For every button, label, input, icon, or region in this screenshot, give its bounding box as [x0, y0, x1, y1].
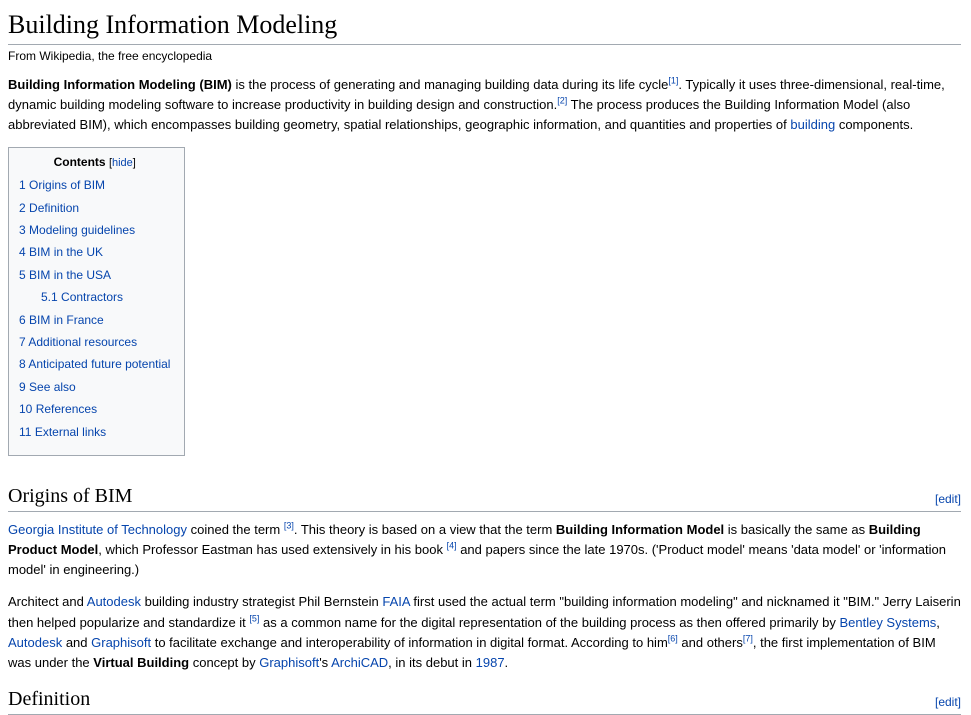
site-subtitle: From Wikipedia, the free encyclopedia — [8, 48, 213, 63]
reference-marker-1[interactable] — [668, 76, 678, 86]
link-bentley-systems[interactable]: Bentley Systems — [839, 614, 937, 630]
reference-link-5[interactable]: [5] — [249, 613, 260, 624]
toc-number-9: 9 — [19, 379, 26, 394]
reference-link-4[interactable]: [4] — [446, 540, 457, 551]
lead-text-4: components. — [835, 117, 914, 133]
edit-link-definition[interactable]: [edit] — [934, 694, 961, 709]
origins-p1-t4: , which Professor Eastman has used extensively in his book — [98, 542, 447, 558]
origins-p1-b2: Building Product Model — [8, 522, 921, 558]
origins-p2-t6: and — [62, 634, 92, 650]
toc-link-8[interactable] — [19, 357, 170, 371]
origins-p1-t1: coined the term — [187, 522, 284, 537]
toc-link-6[interactable] — [19, 313, 104, 327]
toc-label-5: BIM in the USA — [29, 267, 112, 282]
toc-number-1: 1 — [19, 178, 26, 193]
section-heading-origins — [8, 484, 961, 512]
lead-bold-term: Building Information Modeling (BIM) — [8, 76, 232, 92]
link-1987[interactable]: 1987 — [475, 654, 505, 670]
origins-p1-t2: . This theory is based on a view that the term — [293, 522, 556, 537]
reference-marker-3[interactable] — [284, 521, 294, 531]
reference-link-3[interactable]: [3] — [283, 520, 294, 531]
link-graphisoft-1[interactable]: Graphisoft — [91, 634, 152, 650]
edit-section-definition[interactable] — [935, 695, 961, 709]
toc-heading — [19, 155, 170, 169]
toc-item-1[interactable] — [19, 177, 170, 194]
toc-toggle-close-bracket: ] — [132, 157, 136, 170]
toc-item-5[interactable] — [19, 267, 170, 284]
reference-marker-2[interactable] — [557, 96, 567, 106]
toc-heading-label: Contents — [53, 155, 106, 170]
section-origins — [8, 484, 961, 673]
toc-link-2[interactable] — [19, 201, 79, 215]
origins-p1-b1: Building Information Model — [555, 522, 725, 537]
link-faia[interactable]: FAIA — [382, 594, 410, 610]
toc-label-9: See also — [29, 379, 76, 394]
toc-number-10: 10 — [19, 402, 33, 417]
toc-hide-link[interactable]: hide — [112, 157, 133, 170]
toc-link-4[interactable] — [19, 245, 103, 259]
toc-number-11: 11 — [19, 424, 32, 439]
toc-number-5: 5 — [19, 267, 26, 282]
origins-p2-t5: , — [936, 614, 940, 630]
lead-text-3: The process produces the Building Information Model (also abbreviated BIM), which encompasses building geometry, spatial relationships, geographic information, and quantities and properties of — [8, 97, 911, 133]
origins-p2-t10: concept by — [189, 654, 260, 670]
reference-link-2[interactable]: [2] — [557, 95, 568, 106]
link-archicad[interactable]: ArchiCAD — [331, 654, 389, 670]
toc-number-3: 3 — [19, 223, 26, 238]
origins-p2-t4: as a common name for the digital representation of the building process as then offered primarily by — [259, 614, 840, 630]
toc-item-9[interactable] — [19, 379, 170, 396]
toc-label-4: BIM in the UK — [29, 245, 104, 260]
section-heading-definition — [8, 687, 961, 715]
link-graphisoft-2[interactable]: Graphisoft — [259, 654, 320, 670]
reference-marker-6[interactable] — [668, 633, 678, 643]
toc-item-8[interactable] — [19, 356, 170, 373]
table-of-contents — [8, 147, 185, 456]
toc-label-10: References — [35, 402, 98, 417]
link-autodesk-2[interactable]: Autodesk — [8, 634, 63, 650]
origins-p1-t3: is basically the same as — [724, 522, 869, 537]
toc-number-2: 2 — [19, 200, 26, 215]
origins-paragraph-1 — [8, 520, 961, 580]
toc-label-11: External links — [34, 424, 107, 439]
toc-list — [19, 177, 170, 441]
toc-number-8: 8 — [19, 357, 26, 372]
toc-item-4[interactable] — [19, 244, 170, 261]
toc-label-3: Modeling guidelines — [29, 223, 136, 238]
page-title: Building Information Modeling — [8, 10, 961, 45]
origins-p2-t2: building industry strategist Phil Bernstein — [140, 594, 383, 610]
toc-toggle-open-bracket: [ — [108, 157, 112, 170]
toc-item-5-1[interactable] — [19, 289, 170, 306]
origins-p2-t1: Architect and — [8, 594, 87, 610]
section-heading-definition-label: Definition — [8, 687, 91, 710]
toc-link-5[interactable] — [19, 268, 111, 282]
reference-marker-7[interactable] — [743, 633, 753, 643]
toc-link-1[interactable] — [19, 178, 105, 192]
toc-item-6[interactable] — [19, 312, 170, 329]
toc-item-11[interactable] — [19, 424, 170, 441]
toc-label-6: BIM in France — [29, 312, 104, 327]
toc-label-8: Anticipated future potential — [28, 357, 171, 372]
lead-paragraph — [8, 75, 961, 135]
origins-p2-t13: . — [504, 654, 509, 670]
lead-text-2: . Typically it uses three-dimensional, real-time, dynamic building modeling software to increase productivity in building design and construction. — [8, 76, 945, 113]
toc-label-1: Origins of BIM — [29, 178, 106, 193]
reference-marker-5[interactable] — [249, 613, 259, 623]
lead-text-1: is the process of generating and managing building data during its life cycle — [231, 76, 669, 92]
reference-link-6[interactable]: [6] — [667, 633, 678, 644]
reference-link-7[interactable]: [7] — [742, 633, 753, 644]
link-autodesk-1[interactable]: Autodesk — [86, 594, 141, 610]
origins-p1-t5: and papers since the late 1970s. ('Product model' means 'data model' or 'information model' in engineering.) — [8, 542, 946, 578]
link-building[interactable]: building — [790, 117, 836, 133]
edit-link-origins[interactable]: [edit] — [934, 491, 961, 506]
toc-link-9[interactable] — [19, 380, 76, 394]
toc-number-7: 7 — [19, 335, 26, 350]
section-definition — [8, 687, 961, 715]
toc-number-6: 6 — [19, 312, 26, 327]
origins-p2-t9: , the first implementation of BIM was under the — [8, 634, 936, 670]
reference-marker-4[interactable] — [447, 541, 457, 551]
toc-item-7[interactable] — [19, 334, 170, 351]
origins-p2-t11: 's — [319, 654, 332, 670]
toc-link-7[interactable] — [19, 335, 137, 349]
toc-label-5-1: Contractors — [61, 290, 124, 305]
toc-number-5-1: 5.1 — [41, 290, 58, 305]
origins-p2-t3: first used the actual term "building information modeling" and nicknamed it "BIM." Jerry Laiserin then helped popularize and standardize it — [8, 594, 961, 630]
toc-number-4: 4 — [19, 245, 26, 260]
reference-link-1[interactable]: [1] — [668, 75, 679, 86]
edit-section-origins[interactable] — [935, 492, 961, 506]
link-georgia-tech[interactable]: Georgia Institute of Technology — [8, 522, 187, 537]
toc-link-3[interactable] — [19, 223, 135, 237]
section-heading-origins-label: Origins of BIM — [8, 485, 133, 507]
toc-label-7: Additional resources — [28, 335, 138, 350]
toc-item-10[interactable] — [19, 401, 170, 418]
toc-item-3[interactable] — [19, 222, 170, 239]
origins-p2-t7: to facilitate exchange and interoperability of information in digital format. According to him — [151, 634, 668, 650]
toc-toggle[interactable] — [109, 157, 136, 169]
toc-item-2[interactable] — [19, 200, 170, 217]
toc-link-11[interactable] — [19, 425, 106, 439]
origins-p2-t8: and others — [677, 634, 743, 650]
toc-link-10[interactable] — [19, 402, 97, 416]
origins-p2-b1: Virtual Building — [93, 654, 190, 670]
origins-p2-t12: , in its debut in — [388, 654, 476, 670]
toc-link-5-1[interactable] — [41, 290, 123, 304]
toc-label-2: Definition — [29, 200, 80, 215]
